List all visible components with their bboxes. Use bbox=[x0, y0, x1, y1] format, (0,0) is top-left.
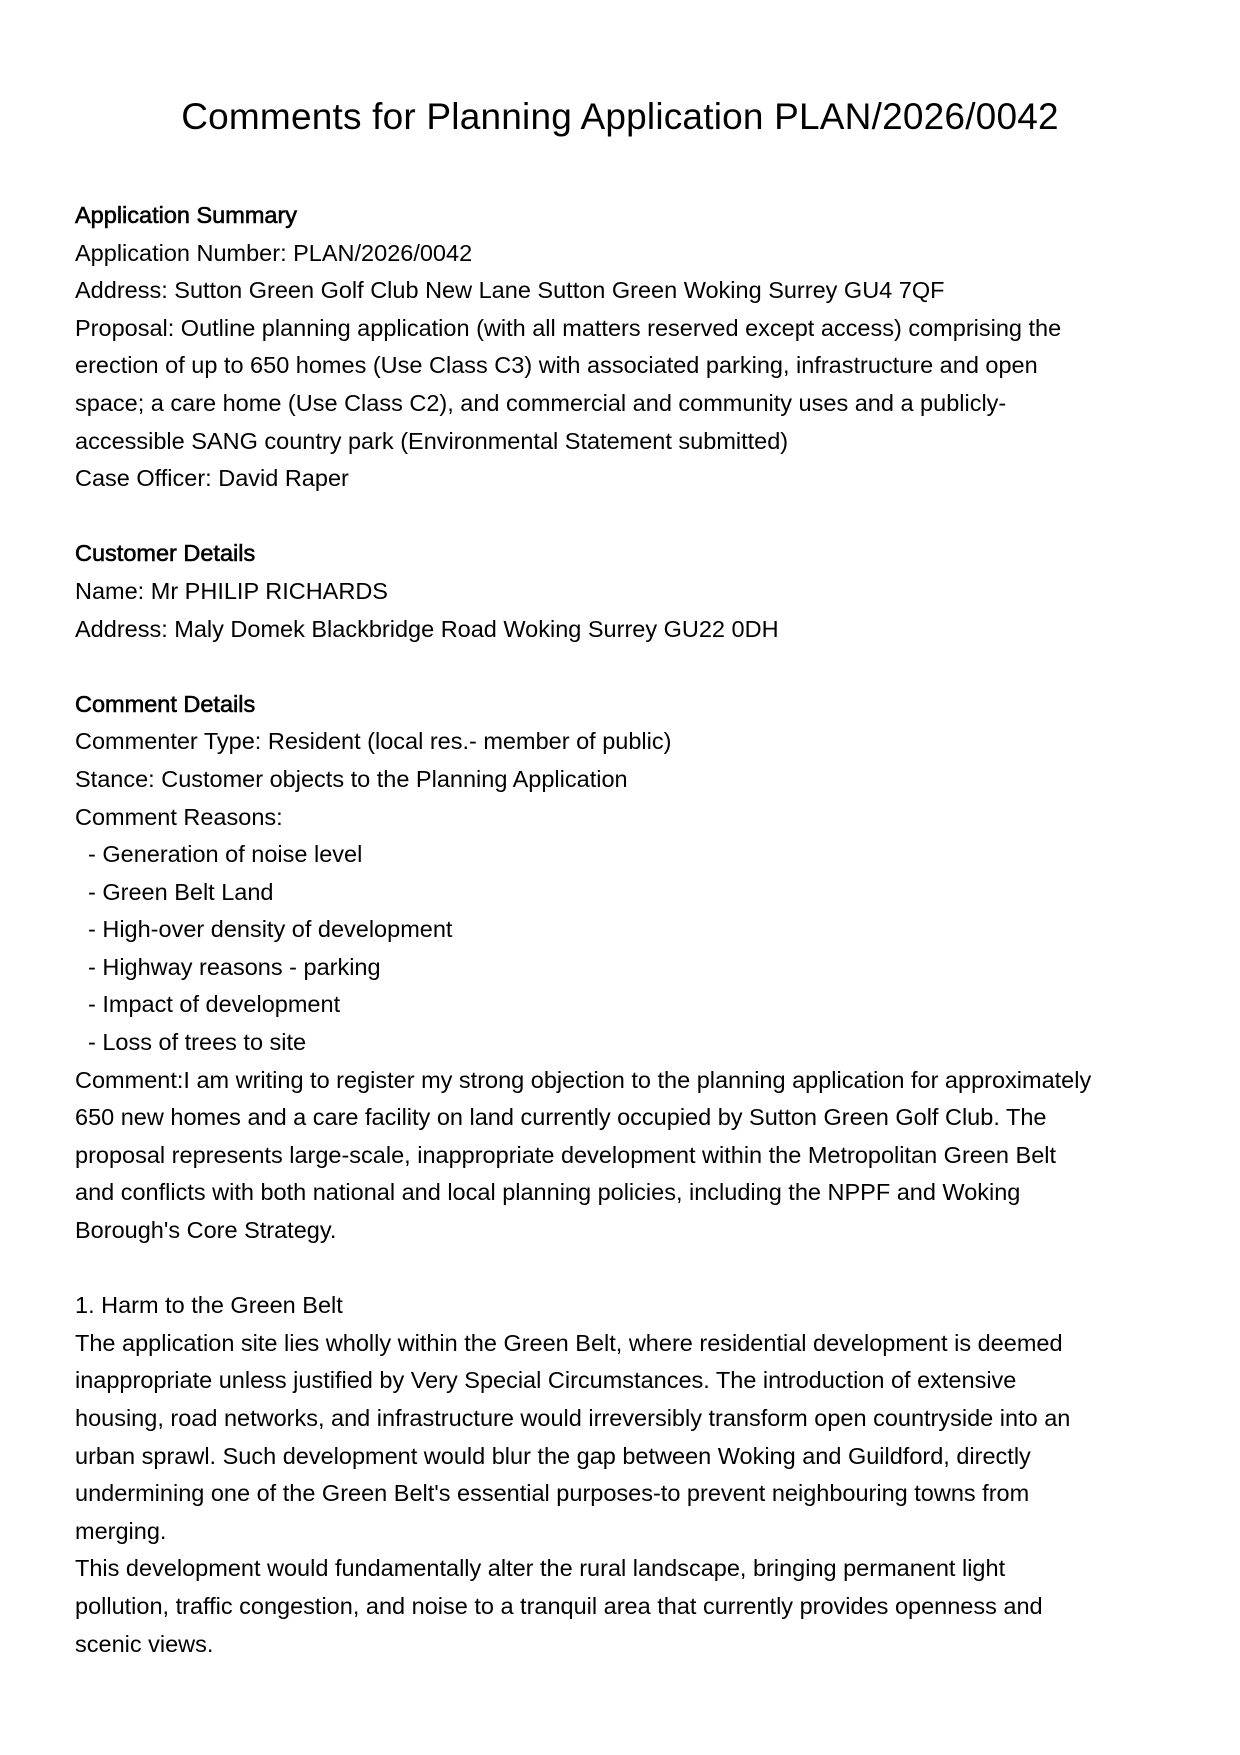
application-summary-heading: Application Summary bbox=[75, 202, 298, 228]
harm-text-line: The application site lies wholly within the Green Belt, where residential development is deemed bbox=[75, 1329, 1063, 1356]
comment-reason: - Highway reasons - parking bbox=[88, 953, 381, 980]
proposal-line-3: space; a care home (Use Class C2), and commercial and community uses and a publicly- bbox=[75, 389, 1007, 416]
proposal-line-4: accessible SANG country park (Environmental Statement submitted) bbox=[75, 427, 789, 454]
comment-reason: - Impact of development bbox=[88, 991, 341, 1018]
harm-text-line: inappropriate unless justified by Very Special Circumstances. The introduction of extensive bbox=[75, 1367, 1017, 1394]
application-number: Application Number: PLAN/2026/0042 bbox=[75, 239, 473, 266]
harm-text-line: merging. bbox=[75, 1517, 167, 1544]
customer-details-heading: Customer Details bbox=[75, 540, 256, 567]
comment-reason: - Loss of trees to site bbox=[88, 1029, 307, 1056]
comment-text-line: Borough's Core Strategy. bbox=[75, 1217, 337, 1244]
application-address: Address: Sutton Green Golf Club New Lane Sutton Green Woking Surrey GU4 7QF bbox=[75, 277, 945, 304]
comment-text-line: Comment:I am writing to register my strong objection to the planning application for approximately bbox=[75, 1066, 1092, 1093]
harm-text-line: This development would fundamentally alter the rural landscape, bringing permanent light bbox=[75, 1555, 1006, 1582]
harm-text-line: housing, road networks, and infrastructure would irreversibly transform open countryside into an bbox=[75, 1405, 1071, 1431]
comment-text-line: 650 new homes and a care facility on land currently occupied by Sutton Green Golf Club. The bbox=[75, 1104, 1047, 1131]
comment-reasons-label: Comment Reasons: bbox=[75, 803, 283, 830]
case-officer: Case Officer: David Raper bbox=[75, 465, 349, 492]
paragraph-gap bbox=[75, 1250, 1175, 1288]
customer-name: Name: Mr PHILIP RICHARDS bbox=[75, 577, 388, 604]
comment-reason: - High-over density of development bbox=[88, 916, 453, 943]
comment-details-heading: Comment Details bbox=[75, 690, 256, 717]
stance: Stance: Customer objects to the Planning Application bbox=[75, 765, 628, 792]
page-title: Comments for Planning Application PLAN/2026/0042 bbox=[181, 96, 1059, 137]
harm-text-line: scenic views. bbox=[75, 1630, 214, 1657]
application-summary-section bbox=[75, 197, 1175, 498]
comment-text-line: and conflicts with both national and local planning policies, including the NPPF and Woking bbox=[75, 1179, 1021, 1206]
customer-address: Address: Maly Domek Blackbridge Road Woking Surrey GU22 0DH bbox=[75, 615, 779, 642]
harm-text-line: pollution, traffic congestion, and noise to a tranquil area that currently provides openness and bbox=[75, 1592, 1043, 1619]
commenter-type: Commenter Type: Resident (local res.- member of public) bbox=[75, 728, 672, 755]
customer-details-section bbox=[75, 535, 1175, 648]
comment-reason: - Generation of noise level bbox=[88, 841, 363, 868]
proposal-line-2: erection of up to 650 homes (Use Class C3) with associated parking, infrastructure and open bbox=[75, 352, 1038, 379]
comment-reason: - Green Belt Land bbox=[88, 878, 274, 905]
comment-text-line: proposal represents large-scale, inappropriate development within the Metropolitan Green Belt bbox=[75, 1141, 1057, 1168]
proposal-line-1: Proposal: Outline planning application (with all matters reserved except access) comprising the bbox=[75, 314, 1062, 341]
document-body bbox=[75, 197, 1175, 1663]
harm-text-line: undermining one of the Green Belt's essential purposes-to prevent neighbouring towns from bbox=[75, 1480, 1030, 1507]
comment-details-section bbox=[75, 686, 1175, 1663]
harm-heading: 1. Harm to the Green Belt bbox=[75, 1292, 343, 1319]
harm-text-line: urban sprawl. Such development would blur the gap between Woking and Guildford, directly bbox=[75, 1442, 1031, 1469]
